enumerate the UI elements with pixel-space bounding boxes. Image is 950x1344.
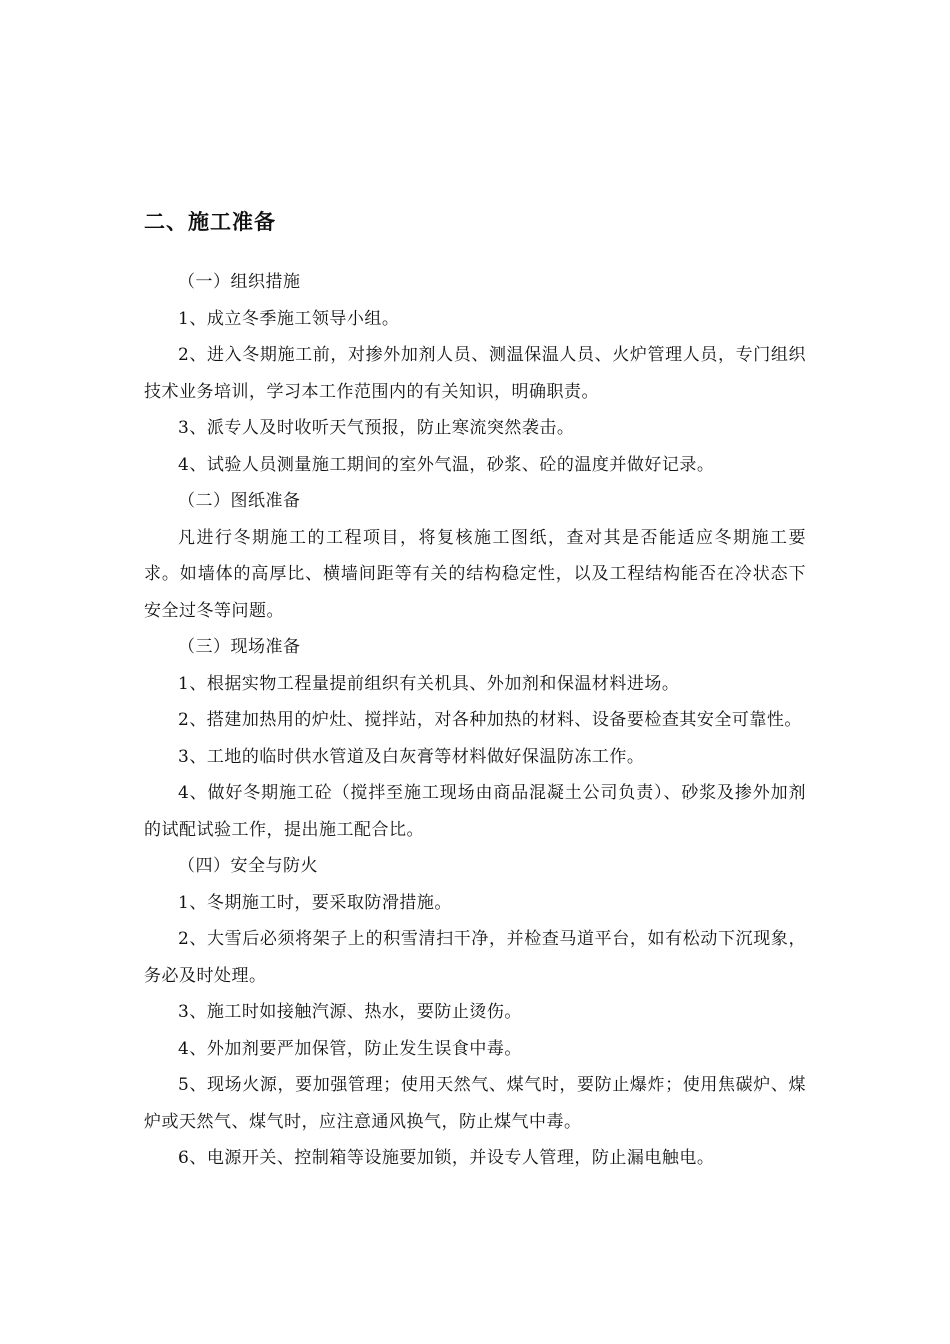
document-page [144, 204, 806, 1177]
subsection-title-site: （三）现场准备 [178, 637, 301, 657]
paragraph: 2、搭建加热用的炉灶、搅拌站，对各种加热的材料、设备要检查其安全可靠性。 [178, 710, 802, 730]
subsection-title-organization: （一）组织措施 [178, 272, 301, 292]
paragraph: 1、冬期施工时，要采取防滑措施。 [178, 892, 452, 913]
section-heading: 二、施工准备 [144, 210, 276, 234]
paragraph: 4、做好冬期施工砼（搅拌至施工现场由商品混凝土公司负责）、砂浆及掺外加剂的试配试验工作，提出施工配合比。 [144, 783, 806, 840]
paragraph: 6、电源开关、控制箱等设施要加锁，并设专人管理，防止漏电触电。 [178, 1148, 715, 1168]
paragraph: 3、施工时如接触汽源、热水，要防止烫伤。 [178, 1002, 522, 1022]
subsection-title-safety: （四）安全与防火 [178, 856, 318, 876]
paragraph: 1、成立冬季施工领导小组。 [178, 308, 400, 329]
paragraph: 3、派专人及时收听天气预报，防止寒流突然袭击。 [178, 418, 575, 438]
paragraph: 1、根据实物工程量提前组织有关机具、外加剂和保温材料进场。 [178, 673, 680, 694]
paragraph: 4、试验人员测量施工期间的室外气温，砂浆、砼的温度并做好记录。 [178, 454, 715, 475]
subsection-title-drawings: （二）图纸准备 [178, 491, 301, 511]
paragraph: 5、现场火源，要加强管理；使用天然气、煤气时，要防止爆炸；使用焦碳炉、煤炉或天然气、煤气时，应注意通风换气，防止煤气中毒。 [144, 1075, 806, 1132]
paragraph: 凡进行冬期施工的工程项目，将复核施工图纸，查对其是否能适应冬期施工要求。如墙体的高厚比、横墙间距等有关的结构稳定性，以及工程结构能否在冷状态下安全过冬等问题。 [144, 527, 806, 621]
paragraph: 2、大雪后必须将架子上的积雪清扫干净，并检查马道平台，如有松动下沉现象，务必及时处理。 [144, 929, 806, 986]
paragraph: 4、外加剂要严加保管，防止发生误食中毒。 [178, 1038, 522, 1059]
paragraph: 3、工地的临时供水管道及白灰膏等材料做好保温防冻工作。 [178, 746, 645, 767]
paragraph: 2、进入冬期施工前，对掺外加剂人员、测温保温人员、火炉管理人员，专门组织技术业务培训，学习本工作范围内的有关知识，明确职责。 [144, 345, 806, 402]
